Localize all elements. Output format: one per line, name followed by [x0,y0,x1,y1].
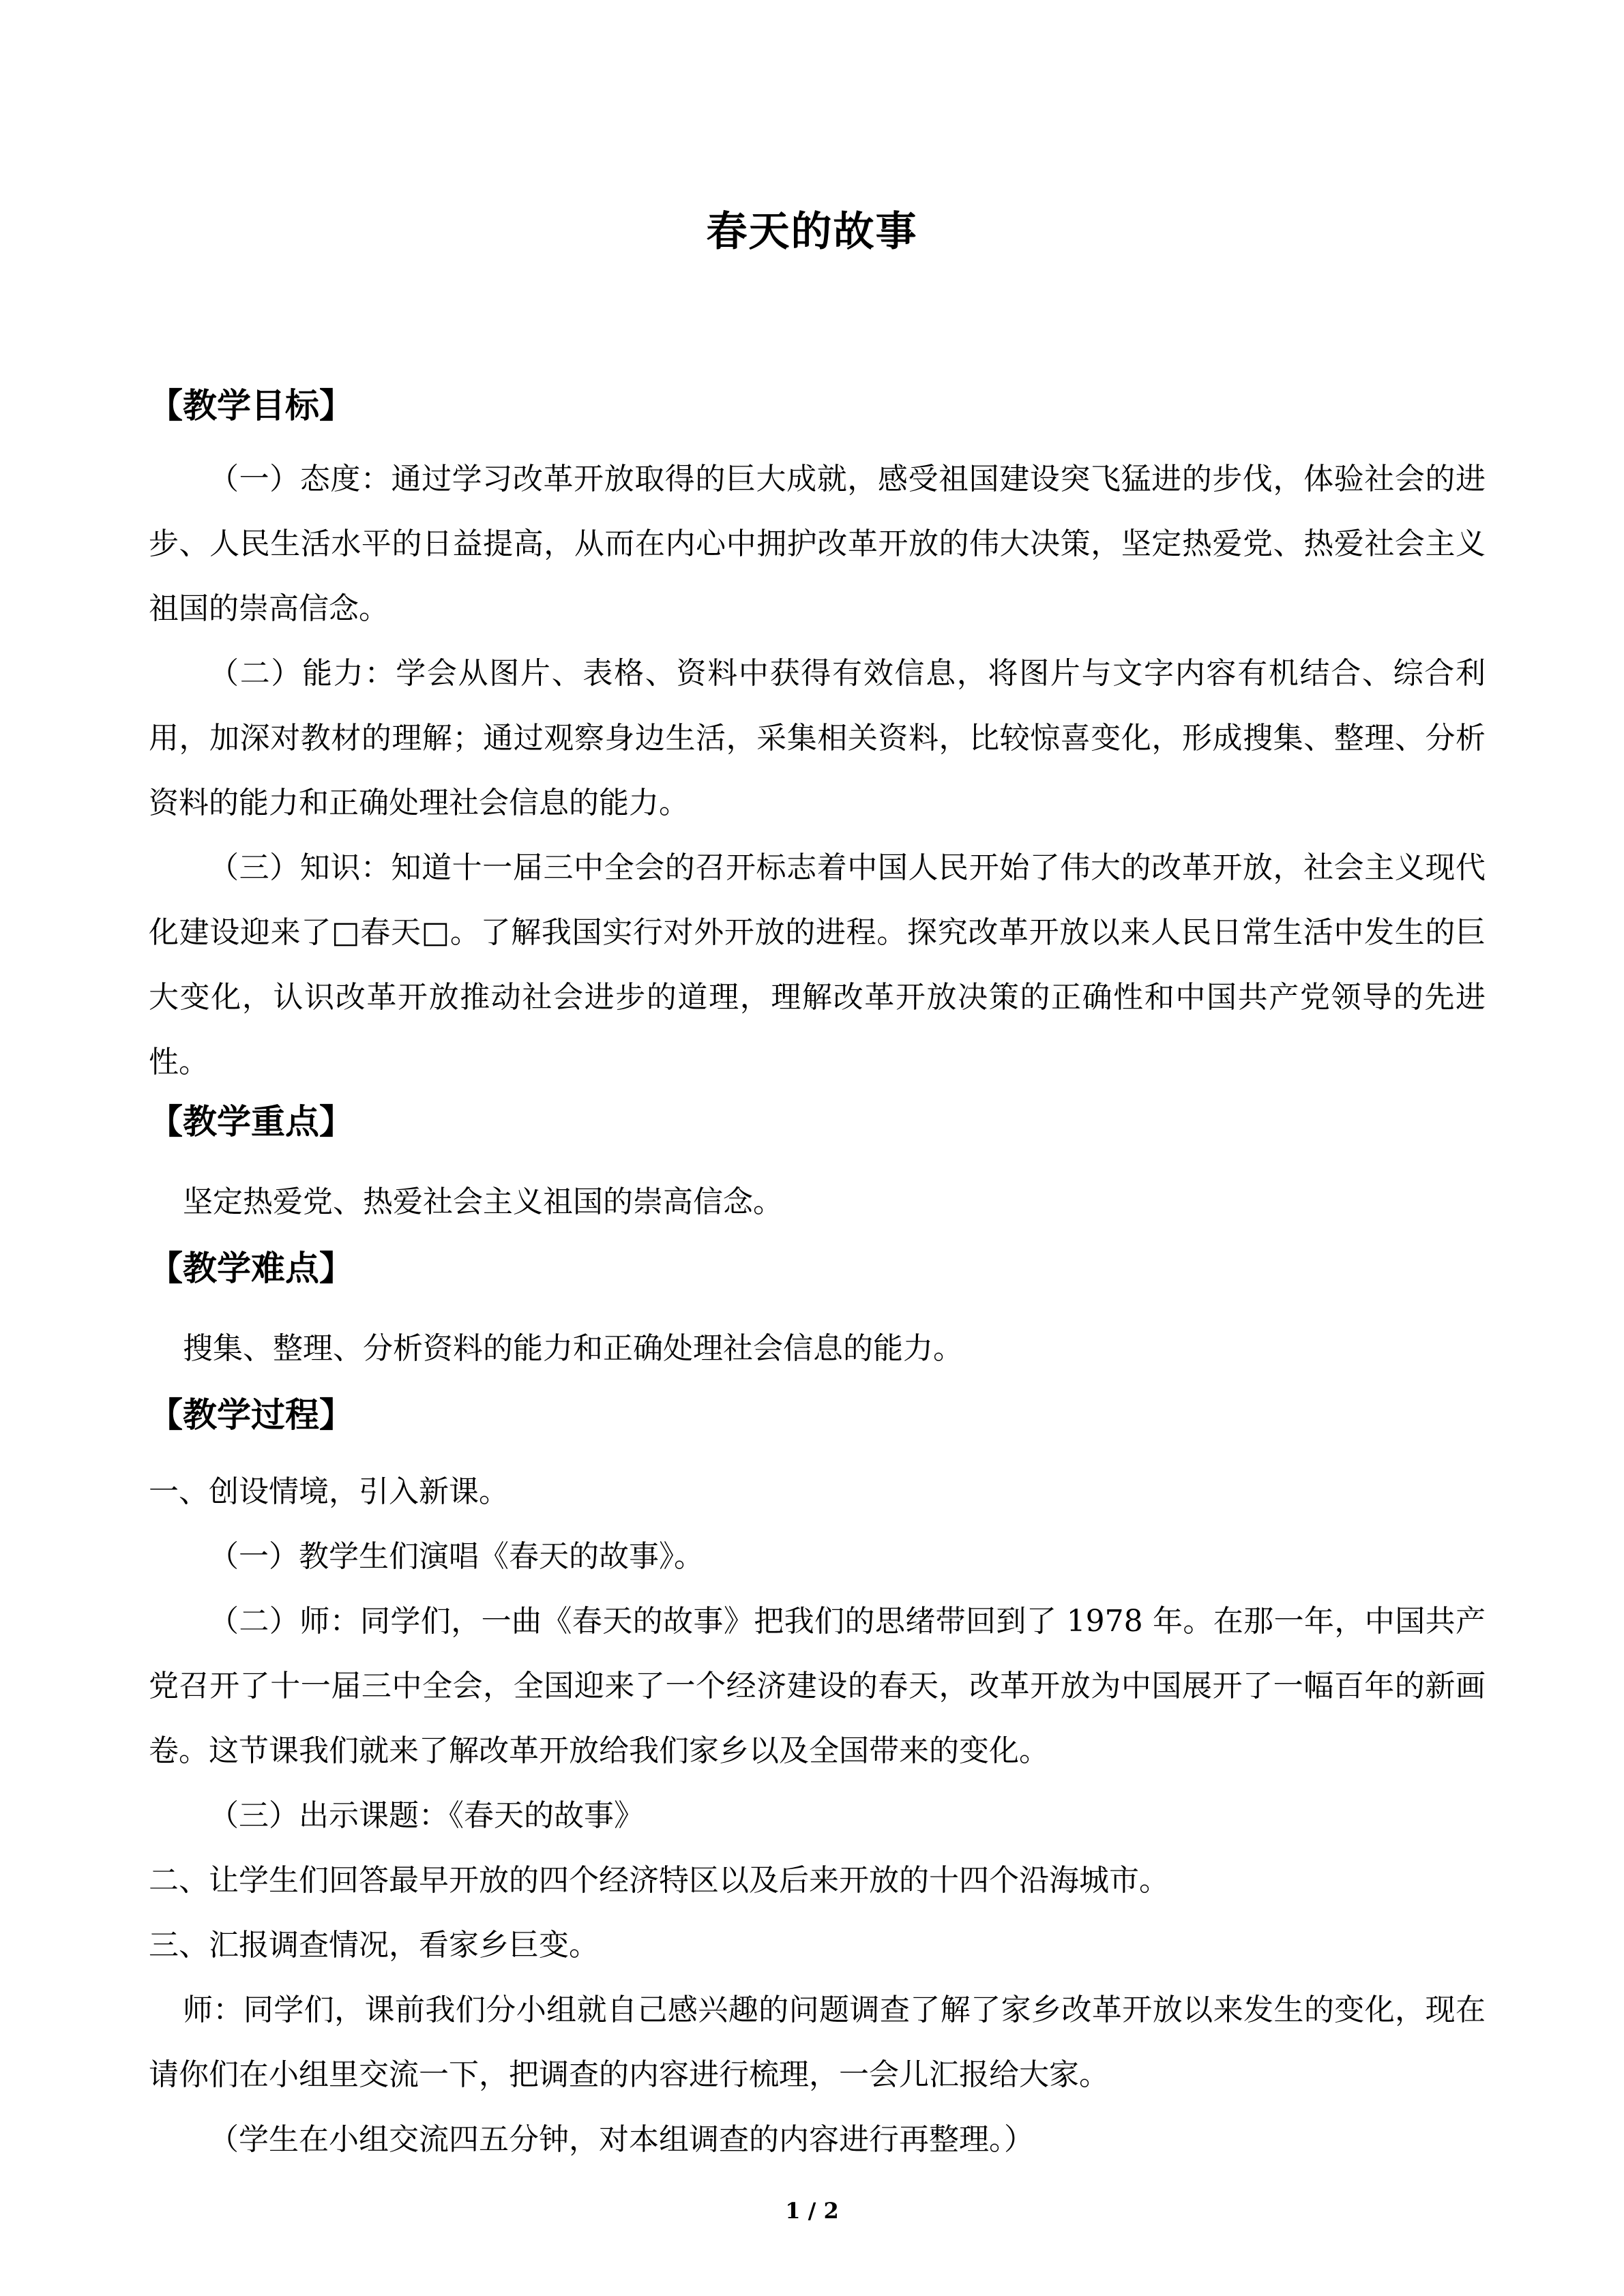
page-number: 1 / 2 [785,2198,839,2224]
process-step-3: 三、汇报调查情况，看家乡巨变。 [149,1928,599,1963]
difficulties-text: 搜集、整理、分析资料的能力和正确处理社会信息的能力。 [183,1331,963,1366]
objective-ability: （二）能力：学会从图片、表格、资料中获得有效信息，将图片与文字内容有机结合、综合利用，加深对教材的理解；通过观察身边生活，采集相关资料，比较惊喜变化，形成搜集、整理、分析资料的能力和正确处理社会信息的能力。 [149,656,1486,820]
objective-attitude: （一）态度：通过学习改革开放取得的巨大成就，感受祖国建设突飞猛进的步伐，体验社会的进步、人民生活水平的日益提高，从而在内心中拥护改革开放的伟大决策，坚定热爱党、热爱社会主义祖国的崇高信念。 [149,462,1486,626]
key-points-text: 坚定热爱党、热爱社会主义祖国的崇高信念。 [183,1184,783,1219]
process-step-1-a: （一）教学生们演唱《春天的故事》。 [209,1539,704,1574]
section-objectives [149,378,1486,1094]
process-step-1: 一、创设情境，引入新课。 [149,1474,509,1509]
document-title: 春天的故事 [706,208,918,256]
section-heading-difficulties: 【教学难点】 [149,1249,353,1288]
section-heading-key-points: 【教学重点】 [149,1102,353,1142]
process-step-1-b: （二）师：同学们，一曲《春天的故事》把我们的思绪带回到了 1978 年。在那一年，中国共产党召开了十一届三中全会，全国迎来了一个经济建设的春天，改革开放为中国展开了一幅百年的新画卷。这节课我们就来了解改革开放给我们家乡以及全国带来的变化。 [149,1604,1486,1768]
section-heading-process: 【教学过程】 [149,1395,353,1435]
process-step-3-note: （学生在小组交流四五分钟，对本组调查的内容进行再整理。） [209,2122,1034,2157]
section-heading-objectives: 【教学目标】 [149,386,353,426]
objective-knowledge: （三）知识：知道十一届三中全会的召开标志着中国人民开始了伟大的改革开放，社会主义现代化建设迎来了□春天□。了解我国实行对外开放的进程。探究改革开放以来人民日常生活中发生的巨大变化，认识改革开放推动社会进步的道理，理解改革开放决策的正确性和中国共产党领导的先进性。 [149,850,1486,1079]
process-step-2: 二、让学生们回答最早开放的四个经济特区以及后来开放的十四个沿海城市。 [149,1863,1169,1898]
process-step-1-c: （三）出示课题：《春天的故事》 [209,1798,644,1833]
section-process [149,1388,1486,2172]
section-key-points [149,1094,1486,1234]
process-step-3-teacher: 师：同学们，课前我们分小组就自己感兴趣的问题调查了解了家乡改革开放以来发生的变化，现在请你们在小组里交流一下，把调查的内容进行梳理，一会儿汇报给大家。 [149,1993,1486,2092]
section-difficulties [149,1241,1486,1381]
document-body [149,378,1486,2172]
